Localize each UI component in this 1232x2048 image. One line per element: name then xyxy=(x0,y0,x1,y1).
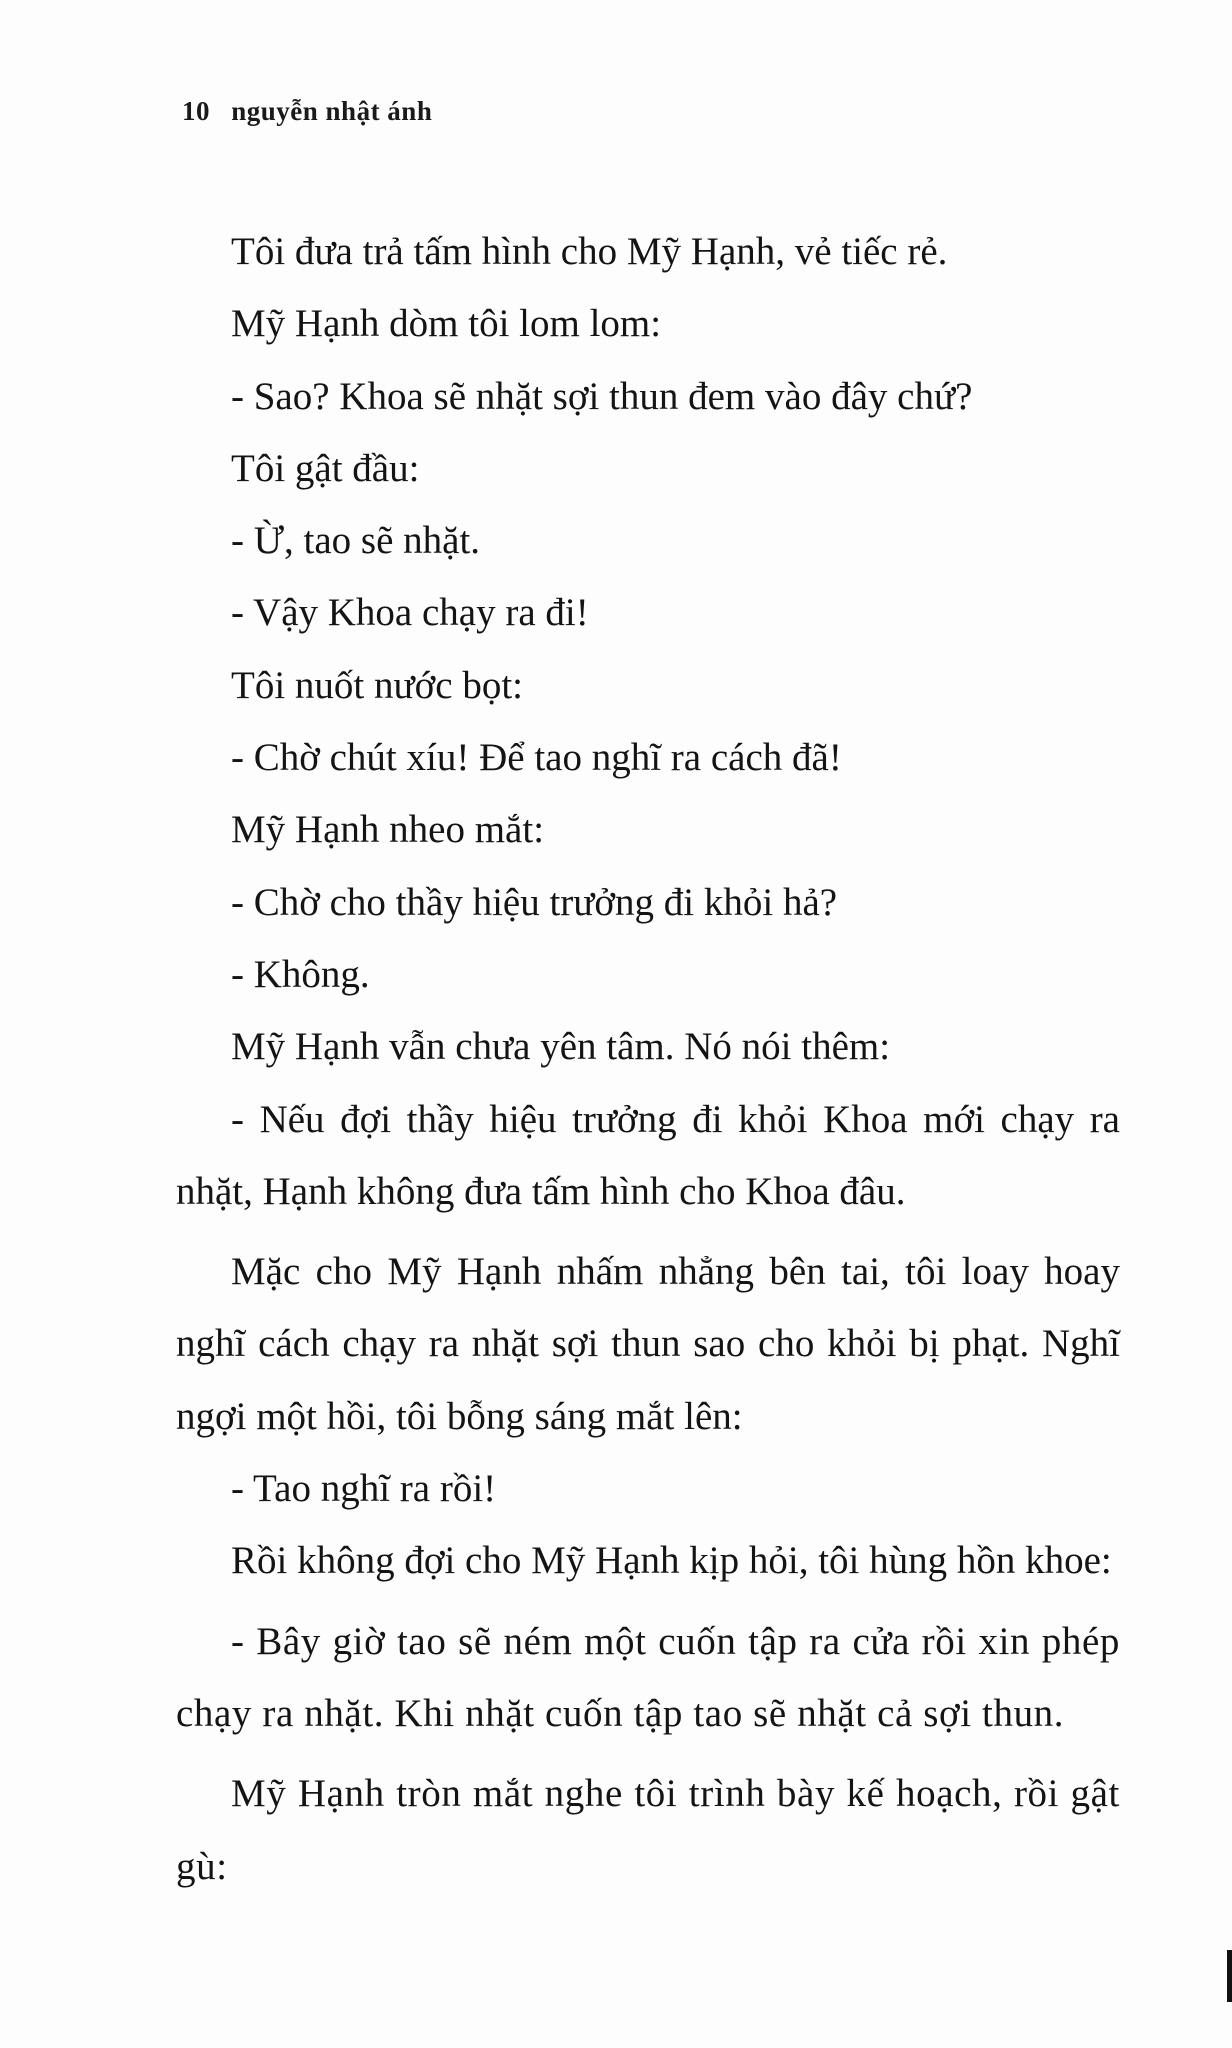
paragraph: Tôi đưa trả tấm hình cho Mỹ Hạnh, vẻ tiếc rẻ. xyxy=(231,230,948,273)
paragraph: Mỹ Hạnh nheo mắt: xyxy=(231,808,545,852)
paragraph: Rồi không đợi cho Mỹ Hạnh kịp hỏi, tôi hùng hồn khoe: xyxy=(231,1539,1112,1583)
dialogue-line: - Sao? Khoa sẽ nhặt sợi thun đem vào đây chứ? xyxy=(231,374,973,418)
paragraph: Tôi nuốt nước bọt: xyxy=(231,663,523,707)
paragraph: Mặc cho Mỹ Hạnh nhấm nhẳng bên tai, tôi loay hoay nghĩ cách chạy ra nhặt sợi thun sao cho khỏi bị phạt. Nghĩ ngợi một hồi, tôi bỗng sáng mắt lên: xyxy=(176,1250,1120,1438)
dialogue-line: - Ừ, tao sẽ nhặt. xyxy=(231,519,481,563)
paragraph: Mỹ Hạnh vẫn chưa yên tâm. Nó nói thêm: xyxy=(231,1025,891,1069)
dialogue-line: - Chờ chút xíu! Để tao nghĩ ra cách đã! xyxy=(231,736,842,780)
dialogue-line: - Bây giờ tao sẽ ném một cuốn tập ra cửa rồi xin phép chạy ra nhặt. Khi nhặt cuốn tập tao sẽ nhặt cả sợi thun. xyxy=(176,1619,1120,1735)
author-name: nguyễn nhật ánh xyxy=(231,96,433,126)
paragraph: Mỹ Hạnh dòm tôi lom lom: xyxy=(231,302,662,346)
running-header xyxy=(182,96,432,127)
dialogue-line: - Không. xyxy=(231,952,370,996)
dialogue-line: - Chờ cho thầy hiệu trưởng đi khỏi hả? xyxy=(231,880,838,924)
dialogue-line: - Nếu đợi thầy hiệu trưởng đi khỏi Khoa mới chạy ra nhặt, Hạnh không đưa tấm hình cho Khoa đâu. xyxy=(176,1097,1120,1213)
paragraph: Tôi gật đầu: xyxy=(231,446,420,490)
dialogue-line: - Tao nghĩ ra rồi! xyxy=(231,1467,497,1511)
dialogue-line: - Vậy Khoa chạy ra đi! xyxy=(231,591,589,635)
page-body xyxy=(176,216,1120,1903)
page-number: 10 xyxy=(182,96,210,126)
paragraph: Mỹ Hạnh tròn mắt nghe tôi trình bày kế hoạch, rồi gật gù: xyxy=(176,1772,1120,1888)
page-edge-mark xyxy=(1227,1950,1232,2002)
